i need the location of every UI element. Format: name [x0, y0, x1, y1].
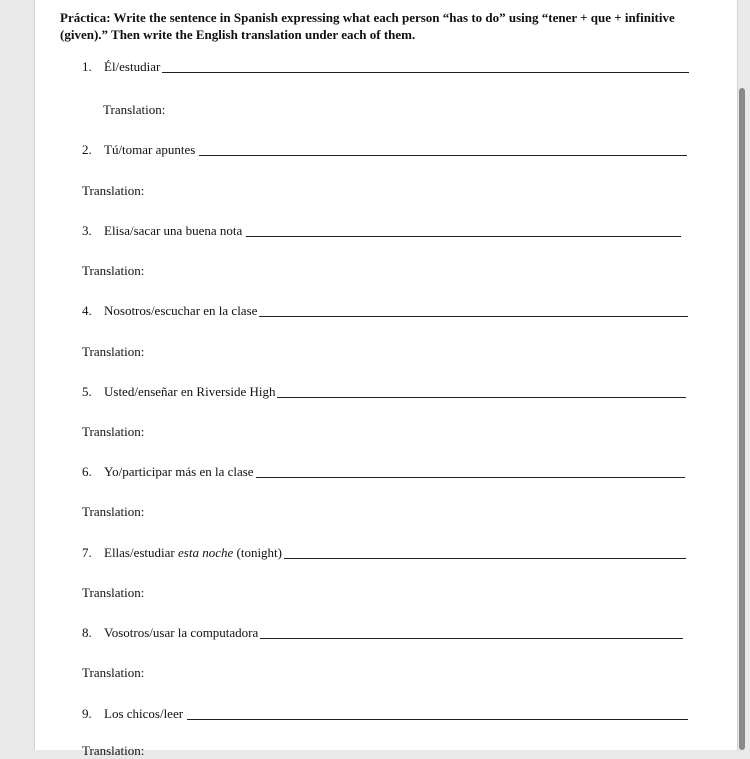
item-number: 7.	[82, 545, 92, 560]
item-number: 3.	[82, 223, 92, 238]
item-number: 5.	[82, 384, 92, 399]
list-item	[82, 138, 687, 158]
translation-label: Translation:	[82, 665, 145, 680]
list-item	[82, 299, 688, 319]
translation-label: Translation:	[82, 743, 145, 758]
item-prompt: Nosotros/escuchar en la clase	[104, 303, 258, 318]
item-number: 6.	[82, 464, 92, 479]
answer-line[interactable]	[259, 316, 688, 317]
item-number: 1.	[82, 59, 92, 74]
item-number: 8.	[82, 625, 92, 640]
item-prompt-start: Ellas/estudiar	[104, 545, 179, 560]
item-prompt-end: (tonight)	[233, 545, 282, 560]
item-prompt: Los chicos/leer	[104, 706, 184, 721]
item-number: 4.	[82, 303, 92, 318]
translation-label: Translation:	[82, 504, 145, 519]
item-prompt: Él/estudiar	[104, 59, 161, 74]
item-prompt-italic: esta noche	[178, 545, 234, 560]
answer-line[interactable]	[246, 236, 681, 237]
instructions-title: Práctica:	[60, 10, 111, 25]
translation-label: Translation:	[82, 585, 145, 600]
list-item	[82, 621, 683, 641]
vertical-scrollbar[interactable]	[739, 88, 745, 750]
item-prompt	[104, 545, 282, 561]
answer-line[interactable]	[199, 155, 687, 156]
translation-label: Translation:	[82, 424, 145, 439]
translation-label: Translation:	[103, 102, 166, 117]
list-item	[82, 380, 686, 400]
answer-line[interactable]	[277, 397, 686, 398]
item-number: 9.	[82, 706, 92, 721]
list-item	[82, 702, 688, 722]
item-prompt: Usted/enseñar en Riverside High	[104, 384, 276, 399]
translation-label: Translation:	[82, 263, 145, 278]
item-prompt: Yo/participar más en la clase	[104, 464, 254, 479]
instructions	[60, 9, 700, 43]
answer-line[interactable]	[260, 638, 683, 639]
item-prompt: Tú/tomar apuntes	[104, 142, 196, 157]
list-item	[82, 460, 685, 480]
list-item	[82, 541, 686, 561]
item-prompt: Vosotros/usar la computadora	[104, 625, 259, 640]
answer-line[interactable]	[284, 558, 686, 559]
answer-line[interactable]	[162, 72, 689, 73]
instructions-text: Write the sentence in Spanish expressing what each person “has to do” using “tener + que + infinitive (given).” Then write the English translation under each of them.	[60, 10, 675, 42]
answer-line[interactable]	[256, 477, 685, 478]
list-item	[82, 219, 681, 239]
translation-label: Translation:	[82, 344, 145, 359]
answer-line[interactable]	[187, 719, 688, 720]
item-number: 2.	[82, 142, 92, 157]
translation-label: Translation:	[82, 183, 145, 198]
item-prompt: Elisa/sacar una buena nota	[104, 223, 243, 238]
list-item	[82, 55, 689, 75]
